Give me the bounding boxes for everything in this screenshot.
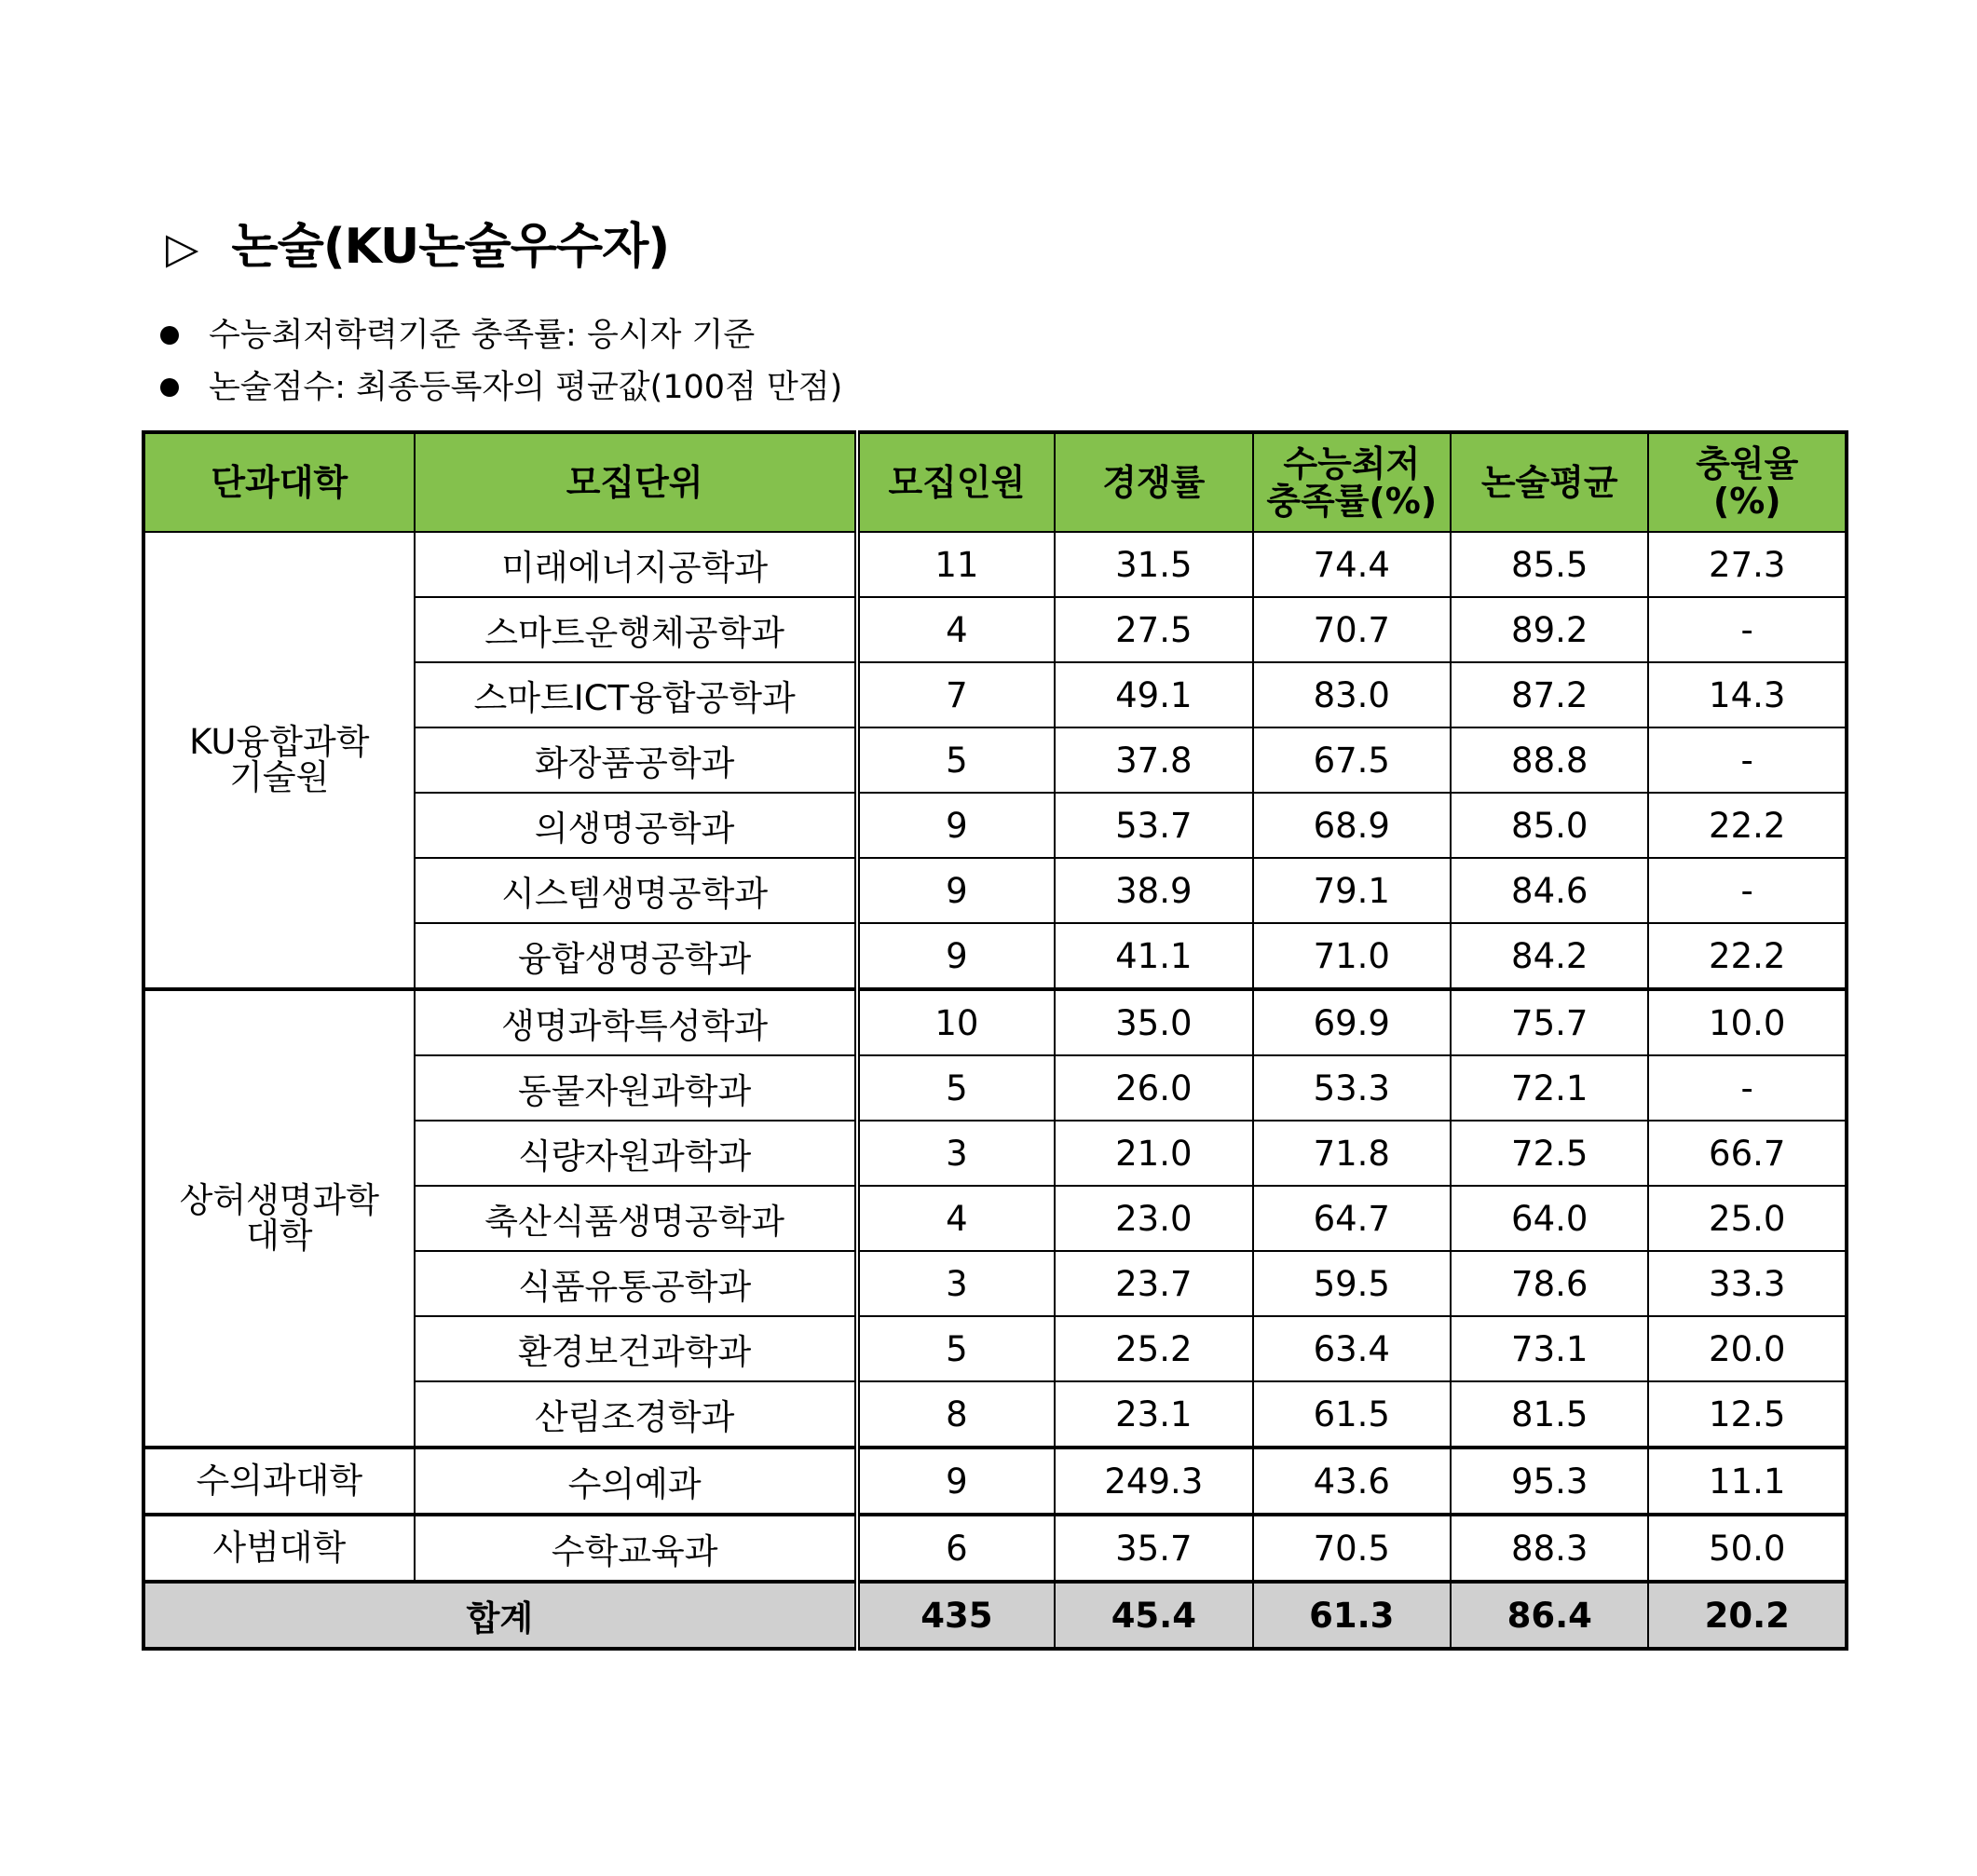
competition-cell: 38.9 [1055,858,1252,923]
header-fill [1648,432,1847,532]
csat-cell: 79.1 [1253,858,1451,923]
essay-cell: 72.1 [1451,1055,1648,1121]
essay-cell: 75.7 [1451,989,1648,1055]
header-csat-line1: 수능최저 [1283,443,1421,484]
essay-cell: 81.5 [1451,1381,1648,1448]
quota-cell: 9 [857,858,1055,923]
fill-cell: - [1648,858,1847,923]
college-cell [143,1448,415,1515]
header-csat [1253,432,1451,532]
college-name-line1: 수의과대학 [196,1461,363,1501]
fill-cell: 20.0 [1648,1316,1847,1381]
header-csat-line2: 충족률(%) [1266,481,1438,522]
college-cell [143,989,415,1448]
table-body [143,532,1847,1649]
note-text: 수능최저학력기준 충족률: 응시자 기준 [209,317,756,354]
competition-cell: 41.1 [1055,923,1252,989]
csat-cell: 68.9 [1253,793,1451,858]
total-csat-cell: 61.3 [1253,1582,1451,1649]
csat-cell: 74.4 [1253,532,1451,597]
competition-cell: 249.3 [1055,1448,1252,1515]
quota-cell: 9 [857,1448,1055,1515]
competition-cell: 23.0 [1055,1186,1252,1251]
essay-cell: 95.3 [1451,1448,1648,1515]
unit-cell: 산림조경학과 [415,1381,857,1448]
csat-cell: 43.6 [1253,1448,1451,1515]
page-title-text: 논술(KU논술우수자) [231,219,670,275]
csat-cell: 67.5 [1253,727,1451,793]
total-fill-cell: 20.2 [1648,1582,1847,1649]
note-item [160,309,842,361]
competition-cell: 23.7 [1055,1251,1252,1316]
triangle-marker-icon: ▷ [166,223,198,273]
essay-cell: 84.6 [1451,858,1648,923]
unit-cell: 융합생명공학과 [415,923,857,989]
competition-cell: 49.1 [1055,662,1252,727]
college-name-line1: 사범대학 [212,1528,347,1568]
page-title [166,207,669,277]
quota-cell: 5 [857,1316,1055,1381]
unit-cell: 식량자원과학과 [415,1121,857,1186]
college-name-line2: 대학 [246,1216,313,1256]
unit-cell: 스마트ICT융합공학과 [415,662,857,727]
fill-cell: - [1648,1055,1847,1121]
header-fill-line1: 충원율 [1696,443,1799,484]
fill-cell: 22.2 [1648,923,1847,989]
header-fill-line2: (%) [1712,481,1781,522]
csat-cell: 71.8 [1253,1121,1451,1186]
unit-cell: 환경보건과학과 [415,1316,857,1381]
total-label-cell: 합계 [143,1582,857,1649]
header-competition: 경쟁률 [1055,432,1252,532]
unit-cell: 미래에너지공학과 [415,532,857,597]
unit-cell: 스마트운행체공학과 [415,597,857,662]
bullet-icon [160,378,179,397]
competition-cell: 27.5 [1055,597,1252,662]
header-row [143,432,1847,532]
header-essay: 논술평균 [1451,432,1648,532]
fill-cell: 22.2 [1648,793,1847,858]
header-unit: 모집단위 [415,432,857,532]
competition-cell: 21.0 [1055,1121,1252,1186]
competition-cell: 31.5 [1055,532,1252,597]
quota-cell: 10 [857,989,1055,1055]
total-row [143,1582,1847,1649]
total-competition-cell: 45.4 [1055,1582,1252,1649]
unit-cell: 축산식품생명공학과 [415,1186,857,1251]
competition-cell: 37.8 [1055,727,1252,793]
header-college: 단과대학 [143,432,415,532]
fill-cell: 25.0 [1648,1186,1847,1251]
quota-cell: 7 [857,662,1055,727]
essay-cell: 78.6 [1451,1251,1648,1316]
essay-cell: 73.1 [1451,1316,1648,1381]
essay-cell: 88.3 [1451,1515,1648,1582]
essay-cell: 88.8 [1451,727,1648,793]
note-text: 논술점수: 최종등록자의 평균값(100점 만점) [209,369,843,406]
fill-cell: 10.0 [1648,989,1847,1055]
college-name-line1: KU융합과학 [189,722,370,762]
fill-cell: 50.0 [1648,1515,1847,1582]
unit-cell: 화장품공학과 [415,727,857,793]
note-item [160,361,842,414]
essay-cell: 89.2 [1451,597,1648,662]
csat-cell: 83.0 [1253,662,1451,727]
quota-cell: 3 [857,1121,1055,1186]
competition-cell: 53.7 [1055,793,1252,858]
quota-cell: 11 [857,532,1055,597]
fill-cell: 12.5 [1648,1381,1847,1448]
fill-cell: - [1648,597,1847,662]
competition-cell: 23.1 [1055,1381,1252,1448]
quota-cell: 5 [857,1055,1055,1121]
competition-cell: 26.0 [1055,1055,1252,1121]
fill-cell: 14.3 [1648,662,1847,727]
fill-cell: 33.3 [1648,1251,1847,1316]
header-quota: 모집인원 [857,432,1055,532]
unit-cell: 동물자원과학과 [415,1055,857,1121]
csat-cell: 53.3 [1253,1055,1451,1121]
essay-cell: 72.5 [1451,1121,1648,1186]
competition-cell: 25.2 [1055,1316,1252,1381]
unit-cell: 수학교육과 [415,1515,857,1582]
csat-cell: 64.7 [1253,1186,1451,1251]
essay-cell: 64.0 [1451,1186,1648,1251]
essay-cell: 84.2 [1451,923,1648,989]
csat-cell: 69.9 [1253,989,1451,1055]
college-cell [143,532,415,989]
unit-cell: 생명과학특성학과 [415,989,857,1055]
table-row [143,1448,1847,1515]
table-row [143,532,1847,597]
fill-cell: 27.3 [1648,532,1847,597]
table-row [143,1515,1847,1582]
quota-cell: 9 [857,793,1055,858]
fill-cell: 11.1 [1648,1448,1847,1515]
essay-cell: 85.0 [1451,793,1648,858]
total-quota-cell: 435 [857,1582,1055,1649]
csat-cell: 63.4 [1253,1316,1451,1381]
unit-cell: 시스템생명공학과 [415,858,857,923]
college-cell [143,1515,415,1582]
fill-cell: 66.7 [1648,1121,1847,1186]
quota-cell: 8 [857,1381,1055,1448]
csat-cell: 70.7 [1253,597,1451,662]
competition-cell: 35.7 [1055,1515,1252,1582]
quota-cell: 3 [857,1251,1055,1316]
fill-cell: - [1648,727,1847,793]
quota-cell: 6 [857,1515,1055,1582]
college-name-line2: 기술원 [229,757,330,797]
unit-cell: 의생명공학과 [415,793,857,858]
table-row [143,989,1847,1055]
competition-cell: 35.0 [1055,989,1252,1055]
csat-cell: 70.5 [1253,1515,1451,1582]
bullet-icon [160,326,179,345]
csat-cell: 61.5 [1253,1381,1451,1448]
quota-cell: 5 [857,727,1055,793]
essay-cell: 85.5 [1451,532,1648,597]
essay-cell: 87.2 [1451,662,1648,727]
unit-cell: 수의예과 [415,1448,857,1515]
csat-cell: 59.5 [1253,1251,1451,1316]
quota-cell: 4 [857,597,1055,662]
notes-list [160,309,842,414]
college-name-line1: 상허생명과학 [179,1180,380,1220]
quota-cell: 9 [857,923,1055,989]
unit-cell: 식품유통공학과 [415,1251,857,1316]
quota-cell: 4 [857,1186,1055,1251]
total-essay-cell: 86.4 [1451,1582,1648,1649]
results-table [142,430,1848,1651]
csat-cell: 71.0 [1253,923,1451,989]
